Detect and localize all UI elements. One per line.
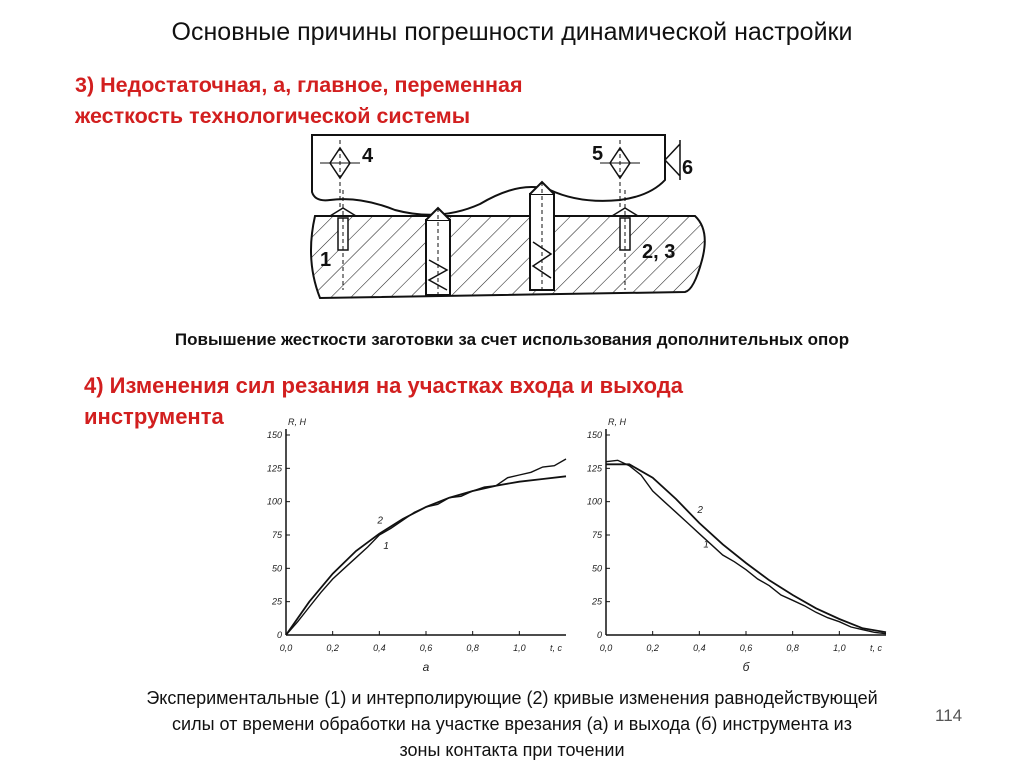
bottom-caption-line2: силы от времени обработки на участке врезания (а) и выхода (б) инструмента из <box>172 714 852 734</box>
section-4-line1: 4) Изменения сил резания на участках входа и выхода <box>84 373 683 398</box>
label-6: 6 <box>682 157 694 179</box>
series-1-line <box>286 459 566 635</box>
bottom-caption-line3: зоны контакта при точении <box>399 740 625 760</box>
support-6 <box>665 140 680 180</box>
y-tick-label: 0 <box>596 630 602 640</box>
section-3-heading <box>75 70 523 132</box>
x-tick-label: 0,6 <box>739 643 753 653</box>
series-2-line <box>606 464 886 632</box>
series-label: 1 <box>383 541 389 552</box>
bottom-caption <box>0 685 1024 763</box>
series-1-line <box>606 460 886 633</box>
y-tick-label: 100 <box>266 496 282 507</box>
panel-label: б <box>742 660 750 674</box>
x-tick-label: 0,0 <box>279 643 293 653</box>
charts-svg <box>256 400 910 682</box>
fixture-diagram <box>300 130 720 330</box>
x-tick-label: 1,0 <box>833 643 846 653</box>
series-label: 1 <box>703 539 709 551</box>
y-tick-label: 125 <box>586 463 602 474</box>
y-tick-label: 25 <box>591 596 602 607</box>
y-axis-label: R, Н <box>608 417 626 427</box>
slide-title: Основные причины погрешности динамической настройки <box>171 18 853 46</box>
series-2-line <box>286 476 566 635</box>
y-tick-label: 50 <box>591 563 602 574</box>
page-number: 114 <box>935 706 963 725</box>
label-4: 4 <box>362 145 374 167</box>
x-tick-label: 0,8 <box>786 643 799 653</box>
label-2-3: 2, 3 <box>642 241 676 263</box>
y-axis-label: R, Н <box>288 417 306 427</box>
y-tick-label: 125 <box>266 463 282 474</box>
y-tick-label: 50 <box>271 563 282 574</box>
panel-label: а <box>422 660 430 674</box>
x-tick-label: 0,4 <box>373 643 386 653</box>
y-tick-label: 25 <box>271 596 282 607</box>
y-tick-label: 75 <box>271 530 282 540</box>
x-tick-label: 0,8 <box>466 643 479 653</box>
section-3-line1: 3) Недостаточная, а, главное, переменная <box>75 73 523 97</box>
y-tick-label: 75 <box>591 530 602 540</box>
label-1: 1 <box>320 249 332 271</box>
section-4-line2: инструмента <box>84 404 224 429</box>
section-3-line2: жесткость технологической системы <box>75 104 471 128</box>
bottom-caption-line1: Экспериментальные (1) и интерполирующие (2) кривые изменения равнодействующей <box>146 688 878 708</box>
series-label: 2 <box>377 515 383 527</box>
x-tick-label: 0,2 <box>326 643 339 653</box>
y-tick-label: 100 <box>586 496 602 507</box>
charts-figure <box>256 400 910 682</box>
series-label: 2 <box>697 505 703 516</box>
x-tick-label: 0,2 <box>646 643 659 653</box>
x-tick-label: 0,6 <box>419 643 433 653</box>
x-axis-label: t, с <box>550 643 563 653</box>
x-tick-label: 1,0 <box>513 643 526 653</box>
y-tick-label: 150 <box>266 430 282 440</box>
y-tick-label: 0 <box>276 630 282 640</box>
x-tick-label: 0,4 <box>693 643 706 653</box>
y-tick-label: 150 <box>586 430 602 440</box>
x-tick-label: 0,0 <box>599 643 613 653</box>
label-5: 5 <box>592 143 604 165</box>
x-axis-label: t, с <box>870 643 883 653</box>
caption-supports: Повышение жесткости заготовки за счет использования дополнительных опор <box>174 330 850 349</box>
